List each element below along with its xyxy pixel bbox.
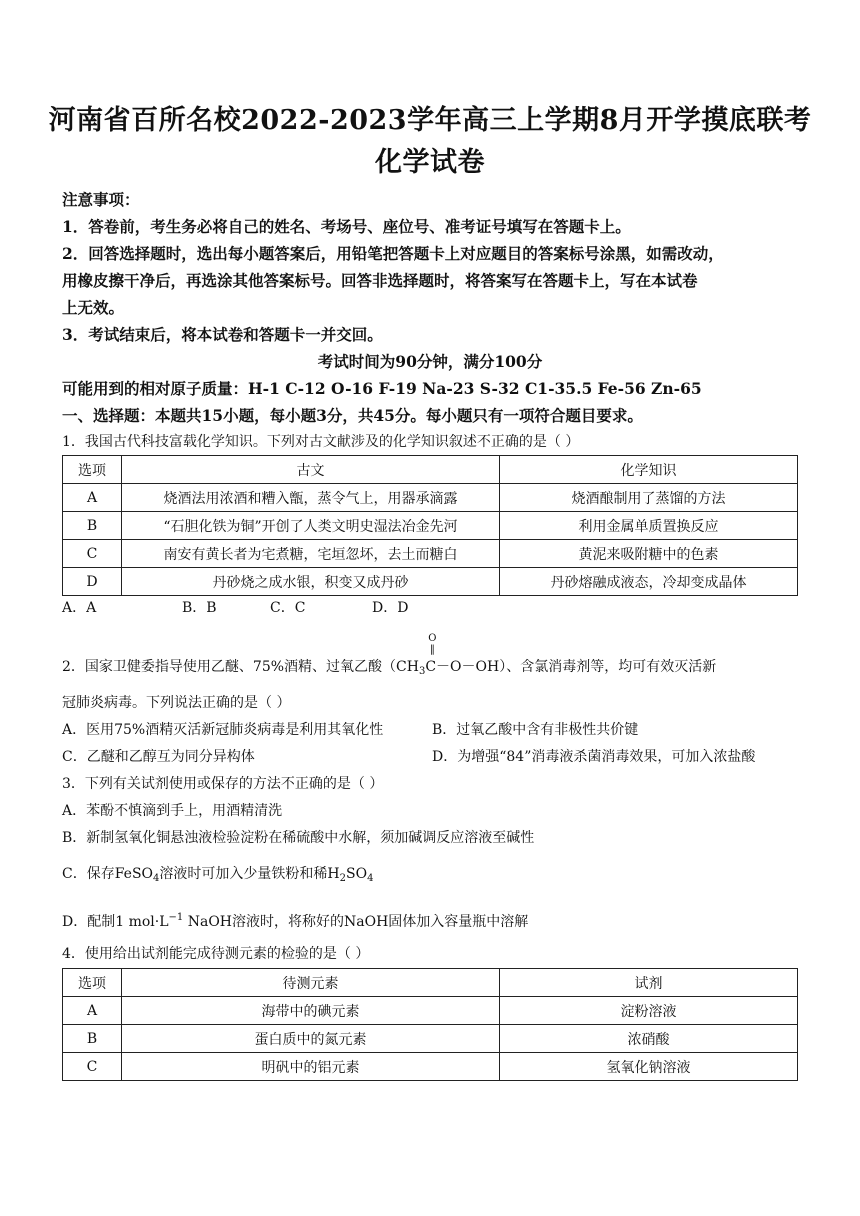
q3-option-c: C．保存FeSO$_4$溶液时可加入少量铁粉和稀$H_2SO_4$ <box>62 866 374 884</box>
table-cell: 黄泥来吸附糖中的色素 <box>500 540 798 568</box>
table-cell: 氢氧化钠溶液 <box>500 1053 798 1081</box>
q3-option-b: B．新制氢氧化铜悬浊液检验淀粉在稀硫酸中水解，须加碱调反应溶液至碱性 <box>62 830 535 846</box>
table-row <box>63 1025 798 1053</box>
peracetic-acid-formula: $CH_3$ O ‖ C－O－OH <box>396 633 500 677</box>
header-cell: 待测元素 <box>122 969 500 997</box>
q2-option-d: D．为增强“84”消毒液杀菌消毒效果，可加入浓盐酸 <box>432 749 756 765</box>
table-row <box>63 456 798 484</box>
exam-subject: 化学试卷 <box>375 147 485 178</box>
table-cell: 蛋白质中的氮元素 <box>122 1025 500 1053</box>
q3-option-a: A．苯酚不慎滴到手上，用酒精清洗 <box>62 803 283 819</box>
table-cell: A <box>63 997 122 1025</box>
table-cell: 利用金属单质置换反应 <box>500 512 798 540</box>
table-cell: B <box>63 512 122 540</box>
table-cell: A <box>63 484 122 512</box>
table-row <box>63 997 798 1025</box>
q4-stem: 4．使用给出试剂能完成待测元素的检验的是（ ） <box>62 946 370 962</box>
table-row <box>63 568 798 596</box>
q3-option-d: D．配制1 $mol\cdot L^{-1}$ NaOH溶液时，将称好的NaOH固体加入容量瓶中溶解 <box>62 912 529 930</box>
q2-stem-line2: 冠肺炎病毒。下列说法正确的是（ ） <box>62 695 291 711</box>
table-cell: 南安有黄长者为宅煮糖，宅垣忽坏，去土而糖白 <box>122 540 500 568</box>
q2-option-c: C．乙醚和乙醇互为同分异构体 <box>62 749 255 765</box>
table-row <box>63 512 798 540</box>
header-cell: 古文 <box>122 456 500 484</box>
q1-option-d: D．D <box>372 600 409 616</box>
q2-option-a: A．医用75%酒精灭活新冠肺炎病毒是利用其氧化性 <box>62 722 384 738</box>
table-cell: 海带中的碘元素 <box>122 997 500 1025</box>
q1-option-c: C．C <box>270 600 306 616</box>
q2-option-b: B．过氧乙酸中含有非极性共价键 <box>432 722 639 738</box>
notice-item-2b: 用橡皮擦干净后，再选涂其他答案标号。回答非选择题时，将答案写在答题卡上，写在本试卷 <box>62 271 698 290</box>
table-cell: 淀粉溶液 <box>500 997 798 1025</box>
notice-item-2a: 2．回答选择题时，选出每小题答案后，用铅笔把答题卡上对应题目的答案标号涂黑，如需改动， <box>62 244 724 263</box>
table-cell: C <box>63 1053 122 1081</box>
table-cell: C <box>63 540 122 568</box>
q1-option-b: B．B <box>182 600 217 616</box>
exam-title: 河南省百所名校2022-2023学年高三上学期8月开学摸底联考 <box>48 105 812 136</box>
table-cell: 明矾中的铝元素 <box>122 1053 500 1081</box>
notice-item-2c: 上无效。 <box>62 298 125 317</box>
table-row <box>63 484 798 512</box>
exam-time: 考试时间为90分钟，满分100分 <box>317 352 543 371</box>
q2-stem <box>62 633 717 682</box>
header-cell: 试剂 <box>500 969 798 997</box>
table-cell: D <box>63 568 122 596</box>
q1-stem: 1．我国古代科技富载化学知识。下列对古文献涉及的化学知识叙述不正确的是（ ） <box>62 434 580 450</box>
header-cell: 选项 <box>63 456 122 484</box>
header-cell: 化学知识 <box>500 456 798 484</box>
carbonyl-oxygen: O ‖ <box>428 633 437 655</box>
table-cell: “石胆化铁为铜”开创了人类文明史湿法冶金先河 <box>122 512 500 540</box>
atomic-masses: 可能用到的相对原子质量：H-1 C-12 O-16 F-19 Na-23 S-32 C1-35.5 Fe-56 Zn-65 <box>62 379 702 398</box>
header-cell: 选项 <box>63 969 122 997</box>
q2-stem-pre: 2．国家卫健委指导使用乙醚、75%酒精、过氧乙酸（ <box>62 659 397 675</box>
table-cell: 浓硝酸 <box>500 1025 798 1053</box>
table-cell: 烧酒酿制用了蒸馏的方法 <box>500 484 798 512</box>
table-cell: 烧酒法用浓酒和糟入甑，蒸令气上，用器承滴露 <box>122 484 500 512</box>
table-row <box>63 540 798 568</box>
q2-stem-post: ）、含氯消毒剂等，均可有效灭活新 <box>499 659 717 675</box>
section-heading: 一、选择题：本题共15小题，每小题3分，共45分。每小题只有一项符合题目要求。 <box>62 406 643 425</box>
table-cell: B <box>63 1025 122 1053</box>
table-row <box>63 1053 798 1081</box>
q3-stem: 3．下列有关试剂使用或保存的方法不正确的是（ ） <box>62 776 384 792</box>
table-cell: 丹砂熔融成液态，冷却变成晶体 <box>500 568 798 596</box>
q4-table <box>62 968 798 1081</box>
notice-heading: 注意事项： <box>62 190 140 209</box>
q1-table <box>62 455 798 596</box>
q1-option-a: A．A <box>62 600 97 616</box>
table-row <box>63 969 798 997</box>
table-cell: 丹砂烧之成水银，积变又成丹砂 <box>122 568 500 596</box>
notice-item-1: 1．答卷前，考生务必将自己的姓名、考场号、座位号、准考证号填写在答题卡上。 <box>62 217 631 236</box>
notice-item-3: 3．考试结束后，将本试卷和答题卡一并交回。 <box>62 325 383 344</box>
